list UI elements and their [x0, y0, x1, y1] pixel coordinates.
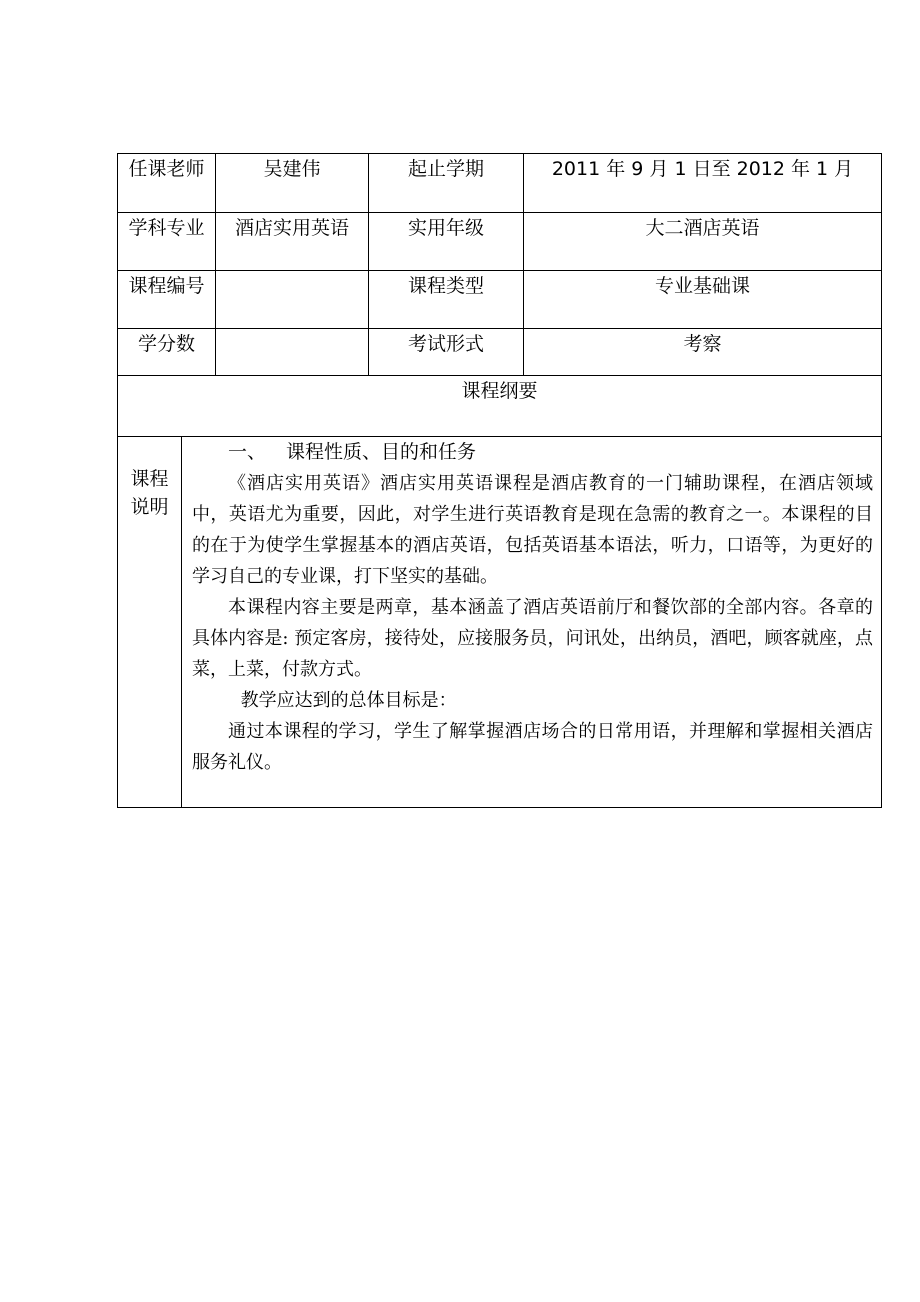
term-value: 2011 年 9 月 1 日至 2012 年 1 月 — [551, 158, 854, 180]
section-title: 课程性质、目的和任务 — [286, 441, 477, 463]
credits-value — [216, 329, 368, 331]
credits-label-cell — [118, 329, 216, 376]
grade-label: 实用年级 — [408, 217, 485, 239]
credits-label: 学分数 — [138, 333, 196, 355]
table-row — [118, 213, 882, 271]
teacher-value: 吴建伟 — [263, 158, 321, 180]
major-label: 学科专业 — [128, 217, 205, 239]
description-label-text: 课程说明 — [130, 468, 169, 518]
major-label-cell — [118, 213, 216, 271]
course-info-table — [117, 153, 882, 808]
table-row — [118, 154, 882, 213]
grade-label-cell — [369, 213, 524, 271]
course-code-value — [216, 271, 368, 273]
paragraph-content: 本课程内容主要是两章，基本涵盖了酒店英语前厅和餐饮部的全部内容。各章的具体内容是: 预定客房，接待处，应接服务员，问讯处，出纳员，酒吧，顾客就座，点菜，上菜，付款方式。 — [192, 597, 874, 680]
term-label: 起止学期 — [408, 158, 485, 180]
course-code-value-cell — [216, 271, 369, 329]
section-number: 一、 — [228, 441, 267, 463]
description-body — [182, 437, 881, 778]
grade-value-cell — [524, 213, 882, 271]
course-code-label-cell — [118, 271, 216, 329]
exam-form-value: 考察 — [683, 333, 722, 355]
major-value: 酒店实用英语 — [235, 217, 350, 239]
paragraph-nature: 《酒店实用英语》酒店实用英语课程是酒店教育的一门辅助课程，在酒店领域中，英语尤为重要，因此，对学生进行英语教育是现在急需的教育之一。本课程的目的在于为使学生掌握基本的酒店英语，包括英语基本语法，听力，口语等，为更好的学习自己的专业课，打下坚实的基础。 — [192, 473, 874, 587]
table-row — [118, 329, 882, 376]
table-row — [118, 437, 882, 808]
course-type-label: 课程类型 — [408, 275, 485, 297]
course-type-value-cell — [524, 271, 882, 329]
goal-heading: 教学应达到的总体目标是： — [240, 690, 457, 711]
outline-title-cell — [118, 376, 882, 437]
teacher-label: 任课老师 — [128, 158, 205, 180]
teacher-value-cell — [216, 154, 369, 213]
major-value-cell — [216, 213, 369, 271]
term-value-cell — [524, 154, 882, 213]
goal-text: 通过本课程的学习，学生了解掌握酒店场合的日常用语，并理解和掌握相关酒店服务礼仪。 — [192, 721, 874, 773]
credits-value-cell — [216, 329, 369, 376]
exam-form-value-cell — [524, 329, 882, 376]
outline-title: 课程纲要 — [461, 380, 538, 402]
exam-form-label: 考试形式 — [408, 333, 485, 355]
teacher-label-cell — [118, 154, 216, 213]
description-label — [118, 437, 181, 521]
table-row — [118, 376, 882, 437]
section-heading — [192, 437, 873, 468]
description-body-cell — [182, 437, 882, 808]
table-row — [118, 271, 882, 329]
course-code-label: 课程编号 — [128, 275, 205, 297]
course-type-value: 专业基础课 — [655, 275, 751, 297]
exam-form-label-cell — [369, 329, 524, 376]
term-label-cell — [369, 154, 524, 213]
description-label-cell — [118, 437, 182, 808]
course-type-label-cell — [369, 271, 524, 329]
grade-value: 大二酒店英语 — [645, 217, 760, 239]
